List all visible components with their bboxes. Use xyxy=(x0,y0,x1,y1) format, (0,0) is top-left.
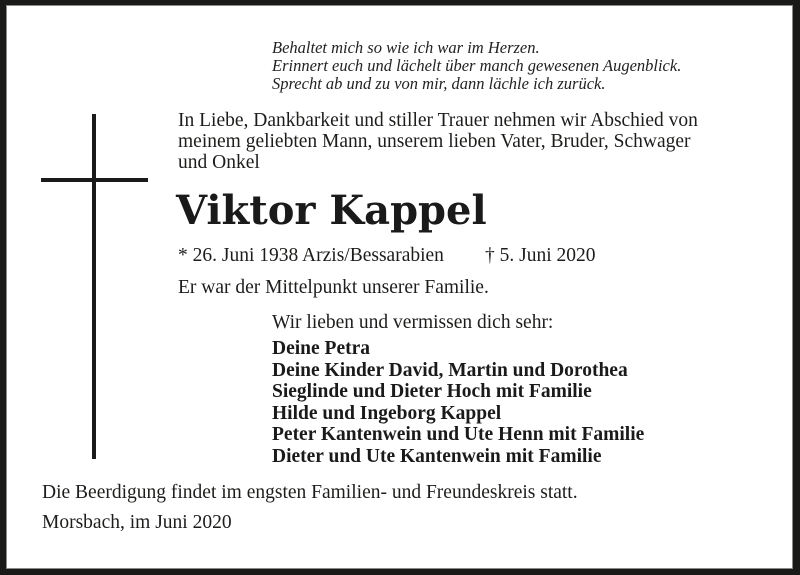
deceased-name: Viktor Kappel xyxy=(176,187,487,234)
life-dates xyxy=(178,245,596,267)
mourners-list xyxy=(272,338,644,467)
place-and-date: Morsbach, im Juni 2020 xyxy=(42,512,232,533)
poem-verse xyxy=(272,39,681,93)
mourner-entry: Hilde und Ingeborg Kappel xyxy=(272,402,502,424)
funeral-note: Die Beerdigung findet im engsten Familien- und Freundeskreis statt. xyxy=(42,482,578,503)
poem-line: Erinnert euch und lächelt über manch gewesenen Augenblick. xyxy=(272,56,682,75)
tribute-text: Er war der Mittelpunkt unserer Familie. xyxy=(178,277,489,298)
mourner-entry: Dieter und Ute Kantenwein mit Familie xyxy=(272,445,602,467)
obituary-page xyxy=(6,5,793,569)
death-date: † 5. Juni 2020 xyxy=(485,245,596,266)
mourner-entry: Sieglinde und Dieter Hoch mit Familie xyxy=(272,381,592,402)
mourner-entry: Deine Kinder David, Martin und Dorothea xyxy=(272,359,628,381)
intro-line: In Liebe, Dankbarkeit und stiller Trauer nehmen wir Abschied von xyxy=(178,110,698,131)
poem-line: Sprecht ab und zu von mir, dann lächle ich zurück. xyxy=(272,74,606,93)
mourner-entry: Deine Petra xyxy=(272,338,370,359)
poem-line: Behaltet mich so wie ich war im Herzen. xyxy=(272,38,540,57)
cross-horizontal-bar xyxy=(41,178,148,182)
cross-vertical-bar xyxy=(92,114,96,459)
mourners-intro: Wir lieben und vermissen dich sehr: xyxy=(272,312,554,333)
birth-date: * 26. Juni 1938 Arzis/Bessarabien xyxy=(178,245,444,266)
intro-line: meinem geliebten Mann, unserem lieben Vater, Bruder, Schwager xyxy=(178,131,691,152)
mourner-entry: Peter Kantenwein und Ute Henn mit Familie xyxy=(272,424,645,445)
intro-text xyxy=(178,110,698,173)
intro-line: und Onkel xyxy=(178,152,260,173)
